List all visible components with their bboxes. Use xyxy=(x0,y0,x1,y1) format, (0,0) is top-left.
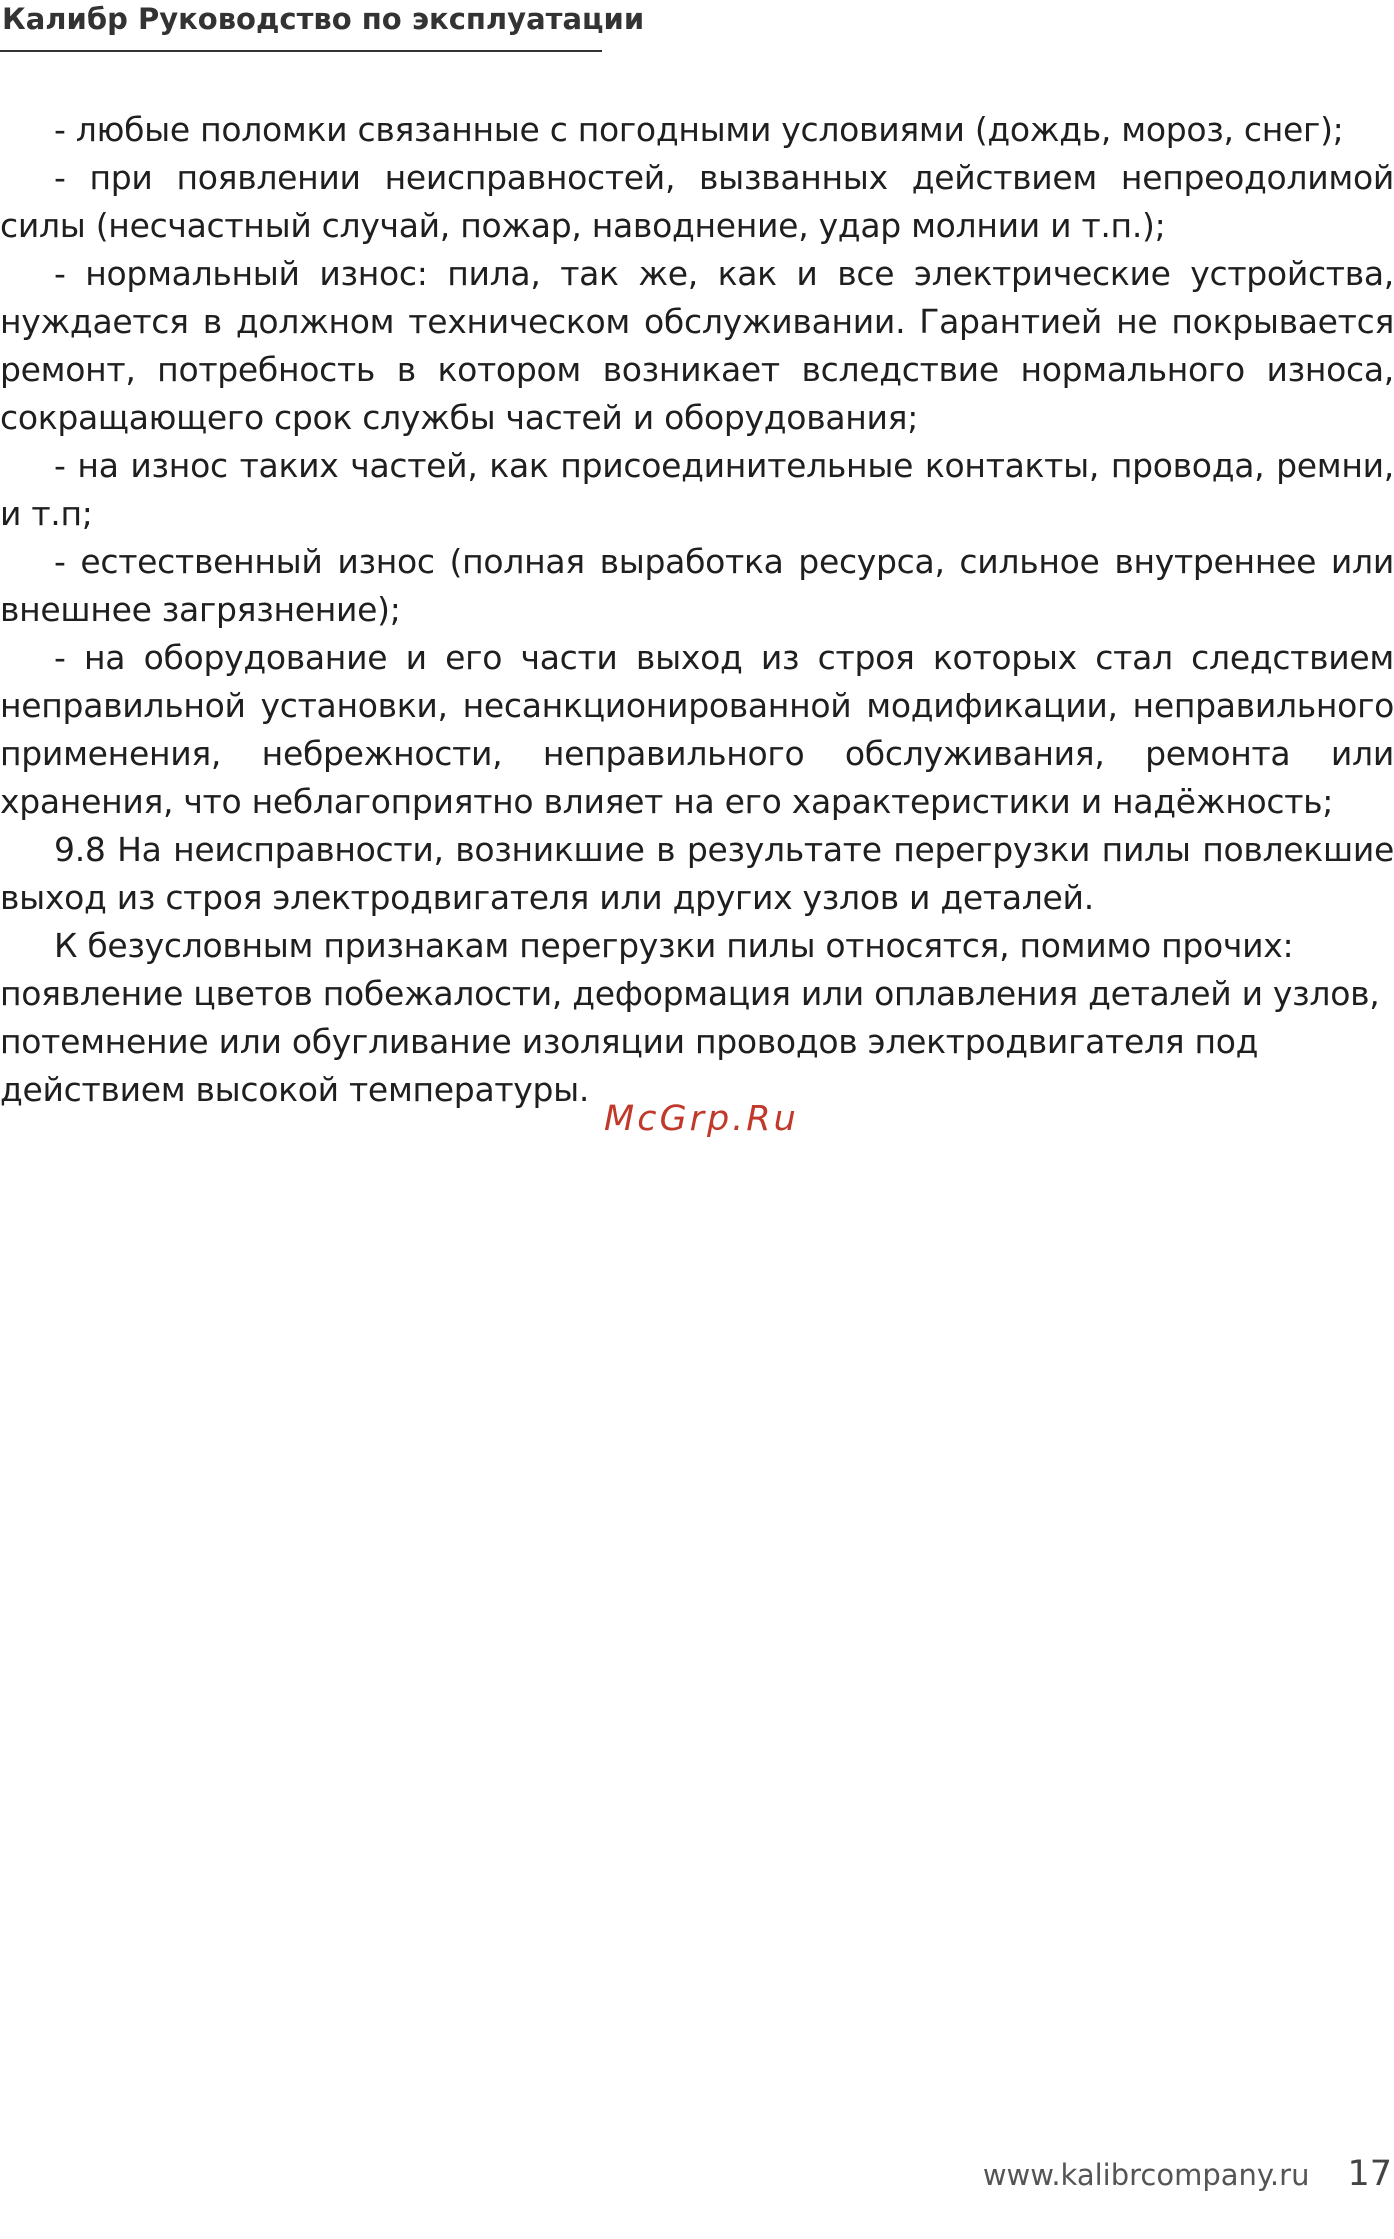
paragraph-normal-wear: - нормальный износ: пила, так же, как и все электрические устройства, нуждается в должном техническом обслуживании. Гарантией не покрывается ремонт, потребность в котором возникает вследствие нормального износа, сокращающего срок службы частей и оборудования; xyxy=(0,254,1394,437)
paragraph-natural-wear: - естественный износ (полная выработка ресурса, сильное внутреннее или внешнее загрязнение); xyxy=(0,542,1394,629)
paragraph-improper-use: - на оборудование и его части выход из строя которых стал следствием неправильной установки, несанкционированной модификации, неправильного применения, небрежности, неправильного обслуживания, ремонта или хранения, что неблагоприятно влияет на его характеристики и надёжность; xyxy=(0,638,1394,821)
document-body xyxy=(0,106,1394,1114)
paragraph-overload-clause: 9.8 На неисправности, возникшие в результате перегрузки пилы повлекшие выход из строя электродвигателя или других узлов и деталей. xyxy=(0,830,1394,917)
footer-website-link[interactable]: www.kalibrcompany.ru xyxy=(982,2158,1310,2192)
paragraph-force-majeure: - при появлении неисправностей, вызванных действием непреодолимой силы (несчастный случай, пожар, наводнение, удар молнии и т.п.); xyxy=(0,158,1394,245)
page-title: Калибр Руководство по эксплуатации xyxy=(2,2,645,36)
watermark-link[interactable]: McGrp.Ru xyxy=(604,1099,799,1139)
page-header xyxy=(0,0,645,52)
paragraph-parts-wear: - на износ таких частей, как присоединительные контакты, провода, ремни, и т.п; xyxy=(0,446,1394,533)
page-footer xyxy=(983,2154,1392,2194)
paragraph-weather-damage: - любые поломки связанные с погодными условиями (дождь, мороз, снег); xyxy=(54,110,1344,149)
paragraph-overload-signs: К безусловным признакам перегрузки пилы относятся, помимо прочих: появление цветов побежалости, деформация или оплавления деталей и узлов, потемнение или обугливание изоляции проводов электродвигателя под действием высокой температуры. xyxy=(0,926,1380,1109)
page-number: 17 xyxy=(1347,2154,1392,2194)
